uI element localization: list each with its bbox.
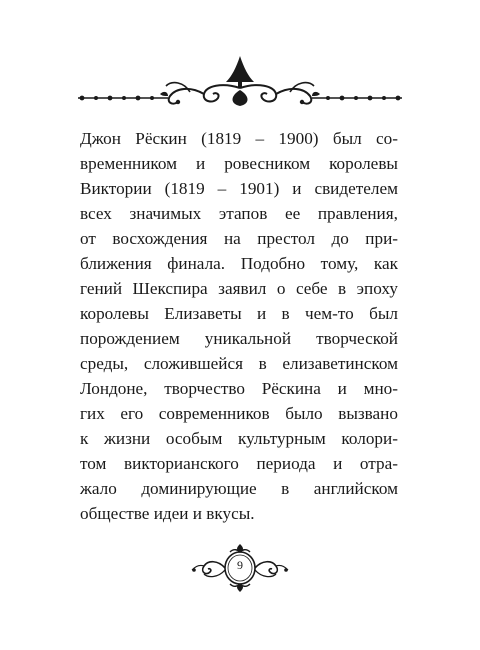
floral-headpiece-ornament bbox=[72, 52, 408, 110]
word: современников bbox=[158, 404, 270, 423]
text-line bbox=[80, 376, 398, 401]
word: королевы bbox=[80, 304, 149, 323]
word: творчество bbox=[164, 379, 245, 398]
word: уникальной bbox=[204, 329, 292, 348]
word: заявил bbox=[218, 279, 267, 298]
word: ее bbox=[284, 204, 301, 223]
word: временником bbox=[80, 154, 178, 173]
word: чем-то bbox=[305, 304, 354, 323]
word: отра- bbox=[359, 454, 398, 473]
word: Шекспира bbox=[132, 279, 208, 298]
word: особым bbox=[165, 429, 223, 448]
word: значимых bbox=[129, 204, 202, 223]
word: как bbox=[373, 254, 398, 273]
word: 1901) bbox=[239, 179, 280, 198]
word: гих bbox=[80, 404, 105, 423]
text-line bbox=[80, 226, 398, 251]
word: жало bbox=[80, 479, 117, 498]
word: – bbox=[255, 129, 265, 148]
word: в bbox=[281, 304, 290, 323]
word: и bbox=[257, 304, 267, 323]
word: от bbox=[80, 229, 96, 248]
word: английском bbox=[313, 479, 398, 498]
text-line bbox=[80, 201, 398, 226]
word: о bbox=[276, 279, 286, 298]
word: в bbox=[281, 479, 290, 498]
word: елизаветинском bbox=[282, 354, 398, 373]
word: ближения bbox=[80, 254, 152, 273]
word: (1819 bbox=[201, 129, 242, 148]
word: со- bbox=[376, 129, 398, 148]
word: в bbox=[258, 354, 267, 373]
word: среды, bbox=[80, 354, 129, 373]
text-line bbox=[80, 426, 398, 451]
word: был bbox=[332, 129, 362, 148]
text-line bbox=[80, 476, 398, 501]
word: Подобно bbox=[240, 254, 306, 273]
word: этапов bbox=[218, 204, 268, 223]
word: Джон bbox=[80, 129, 121, 148]
text-line bbox=[80, 276, 398, 301]
word: и bbox=[337, 379, 347, 398]
word: себе bbox=[295, 279, 328, 298]
word: Рёскина bbox=[261, 379, 321, 398]
word: (1819 bbox=[164, 179, 205, 198]
word: том bbox=[80, 454, 107, 473]
word: правления, bbox=[317, 204, 398, 223]
word: королевы bbox=[329, 154, 398, 173]
word: до bbox=[331, 229, 349, 248]
word: всех bbox=[80, 204, 112, 223]
word: викторианского bbox=[124, 454, 239, 473]
text-line bbox=[80, 326, 398, 351]
word: творческой bbox=[316, 329, 398, 348]
text-line bbox=[80, 251, 398, 276]
word: его bbox=[120, 404, 144, 423]
word: вызвано bbox=[338, 404, 398, 423]
text-line bbox=[80, 176, 398, 201]
word: жизни bbox=[104, 429, 151, 448]
text-line bbox=[80, 126, 398, 151]
word: был bbox=[369, 304, 398, 323]
word: восхождения bbox=[112, 229, 208, 248]
word: свидетелем bbox=[314, 179, 398, 198]
body-text bbox=[80, 126, 398, 526]
word: на bbox=[223, 229, 241, 248]
text-line bbox=[80, 151, 398, 176]
word: финала. bbox=[167, 254, 226, 273]
word: колори- bbox=[341, 429, 398, 448]
word: Лондоне, bbox=[80, 379, 148, 398]
word: при- bbox=[365, 229, 398, 248]
word: Виктории bbox=[80, 179, 152, 198]
text-line bbox=[80, 301, 398, 326]
word: 1900) bbox=[278, 129, 319, 148]
word: культурным bbox=[237, 429, 326, 448]
word: Рёскин bbox=[135, 129, 187, 148]
word: сложившейся bbox=[143, 354, 243, 373]
word: и bbox=[196, 154, 206, 173]
word: ровесником bbox=[224, 154, 311, 173]
word: престол bbox=[257, 229, 315, 248]
word: эпоху bbox=[356, 279, 398, 298]
word: доминирующие bbox=[141, 479, 257, 498]
word: и bbox=[333, 454, 343, 473]
text-line: обществе идеи и вкусы. bbox=[80, 504, 255, 523]
text-line bbox=[80, 401, 398, 426]
text-line bbox=[80, 451, 398, 476]
word: и bbox=[292, 179, 302, 198]
word: мно- bbox=[363, 379, 398, 398]
word: порождением bbox=[80, 329, 180, 348]
text-line bbox=[80, 351, 398, 376]
word: тому, bbox=[320, 254, 359, 273]
word: – bbox=[217, 179, 227, 198]
word: было bbox=[285, 404, 323, 423]
word: Елизаветы bbox=[164, 304, 242, 323]
page-number: 9 bbox=[237, 558, 243, 572]
word: периода bbox=[256, 454, 316, 473]
word: к bbox=[80, 429, 89, 448]
word: в bbox=[338, 279, 347, 298]
word: гений bbox=[80, 279, 123, 298]
